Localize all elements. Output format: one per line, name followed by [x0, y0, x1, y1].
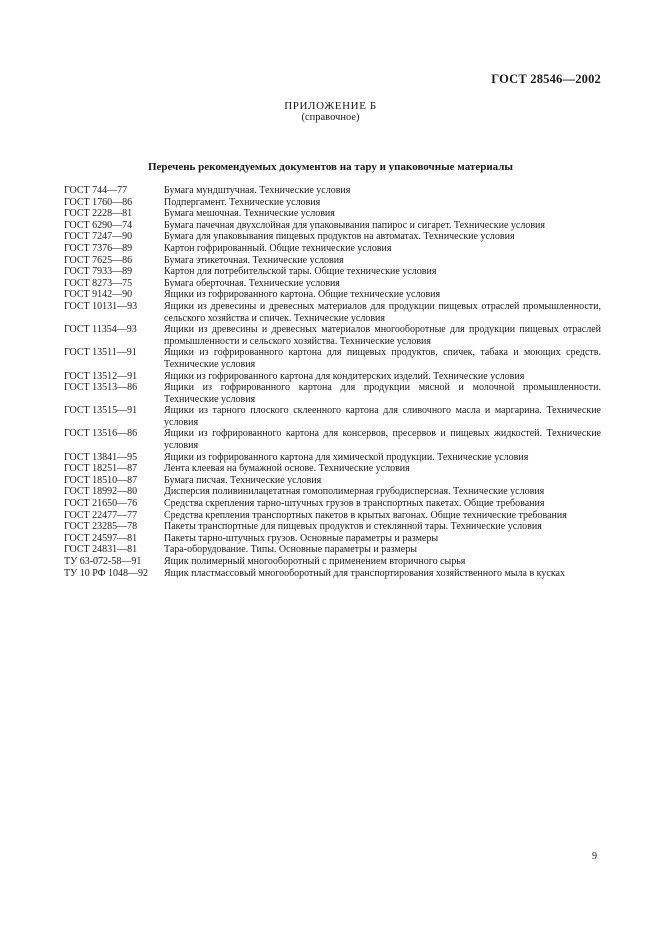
document-list-item [64, 452, 601, 464]
document-list-item [64, 544, 601, 556]
document-title: Подпергамент. Технические условия [164, 196, 321, 208]
document-title: Бумага мешочная. Технические условия [164, 208, 335, 220]
document-code: ГОСТ 21650—76 [64, 498, 138, 510]
document-title: Средства крепления транспортных пакетов в крытых вагонах. Общие технические требования [164, 509, 567, 521]
document-list-item [64, 197, 601, 209]
document-code: ГОСТ 2228—81 [64, 208, 133, 220]
document-list-item [64, 208, 601, 220]
document-code: ГОСТ 7376—89 [64, 242, 133, 254]
document-code: ГОСТ 7933—89 [64, 266, 133, 278]
document-title: Ящики из гофрированного картона для химической продукции. Технические условия [164, 451, 529, 463]
document-list-item [64, 510, 601, 522]
document-list-item [64, 533, 601, 545]
document-code: ГОСТ 9142—90 [64, 289, 133, 301]
document-title: Ящики из гофрированного картона. Общие технические условия [164, 289, 441, 301]
document-list-item [64, 498, 601, 510]
document-code: ГОСТ 24597—81 [64, 532, 138, 544]
document-title: Картон гофрированный. Общие технические условия [164, 242, 392, 254]
document-code: ГОСТ 13512—91 [64, 370, 138, 382]
document-title: Ящик пластмассовый многооборотный для транспортирования хозяйственного мыла в кусках [164, 567, 565, 579]
document-list-item [64, 428, 601, 451]
document-title: Пакеты тарно-штучных грузов. Основные параметры и размеры [164, 532, 439, 544]
document-title: Ящики из гофрированного картона для пищевых продуктов, спичек, табака и моющих средств. Технические условия [164, 347, 601, 370]
document-list-item [64, 255, 601, 267]
document-title: Бумага оберточная. Технические условия [164, 277, 340, 289]
document-list-item [64, 220, 601, 232]
document-code: ГОСТ 24831—81 [64, 544, 138, 556]
document-title: Бумага мундштучная. Технические условия [164, 185, 351, 196]
document-title: Ящики из древесины и древесных материалов для продукции пищевых отраслей промышленности, сельского хозяйства и спичек. Технические условия [164, 300, 601, 324]
document-list-item [64, 231, 601, 243]
document-code: ГОСТ 7247—90 [64, 231, 133, 243]
document-code: ГОСТ 7625—86 [64, 254, 133, 266]
document-list-item [64, 568, 601, 580]
document-code: ТУ 10 РФ 1048—92 [64, 567, 148, 579]
document-list-item [64, 185, 601, 197]
document-title: Дисперсия поливинилацетатная гомополимерная грубодисперсная. Технические условия [164, 486, 545, 498]
document-code: ГОСТ 18510—87 [64, 474, 138, 486]
document-title: Ящики из гофрированного картона для консервов, пресервов и пищевых жидкостей. Технические условия [164, 428, 601, 452]
document-title: Пакеты транспортные для пищевых продуктов и стеклянной тары. Технические условия [164, 521, 542, 533]
document-code: ГОСТ 10131—93 [64, 300, 138, 312]
document-code: ГОСТ 744—77 [64, 185, 128, 196]
document-title: Бумага этикеточная. Технические условия [164, 254, 344, 266]
document-list-item [64, 486, 601, 498]
document-title: Ящики из тарного плоского склеенного картона для сливочного масла и маргарина. Технические условия [164, 405, 601, 428]
document-title: Ящики из древесины и древесных материалов многооборотные для продукции пищевых отраслей промышленности и сельского хозяйства. Технические условия [164, 324, 601, 347]
document-code: ГОСТ 13516—86 [64, 428, 138, 440]
document-code: ГОСТ 13511—91 [64, 347, 137, 359]
document-code: ГОСТ 23285—78 [64, 521, 138, 533]
document-code: ГОСТ 8273—75 [64, 277, 133, 289]
document-list-item [64, 301, 601, 324]
document-list-item [64, 475, 601, 487]
document-title: Тара-оборудование. Типы. Основные параметры и размеры [164, 544, 417, 556]
document-code: ГОСТ 11354—93 [64, 324, 137, 336]
document-code: ГОСТ 22477—77 [64, 509, 138, 521]
page-number: 9 [592, 851, 597, 862]
document-list-item [64, 266, 601, 278]
document-list-item [64, 521, 601, 533]
document-title: Бумага для упаковывания пищевых продуктов на автоматах. Технические условия [164, 231, 515, 243]
list-title: Перечень рекомендуемых документов на тару и упаковочные материалы [147, 161, 514, 173]
document-code: ГОСТ 1760—86 [64, 196, 133, 208]
document-title: Ящики из гофрированного картона для продукции мясной и молочной промышленности. Технические условия [164, 382, 601, 405]
document-title: Ящик полимерный многооборотный с применением вторичного сырья [164, 556, 466, 567]
document-code-header: ГОСТ 28546—2002 [491, 72, 601, 86]
document-list-item [64, 324, 601, 347]
document-list [64, 185, 601, 579]
document-title: Ящики из гофрированного картона для кондитерских изделий. Технические условия [164, 370, 525, 382]
document-code: ГОСТ 13841—95 [64, 451, 138, 463]
document-list-item [64, 347, 601, 370]
appendix-title: ПРИЛОЖЕНИЕ Б [284, 100, 377, 112]
document-code: ТУ 63-072-58—91 [64, 556, 142, 567]
document-title: Бумага пачечная двухслойная для упаковывания папирос и сигарет. Технические условия [164, 219, 545, 231]
document-list-item [64, 371, 601, 383]
document-code: ГОСТ 6290—74 [64, 219, 133, 231]
document-title: Картон для потребительской тары. Общие технические условия [164, 266, 437, 278]
document-code: ГОСТ 13513—86 [64, 382, 138, 394]
document-code: ГОСТ 13515—91 [64, 405, 138, 417]
document-list-item [64, 463, 601, 475]
document-list-item [64, 382, 601, 405]
document-list-item [64, 278, 601, 290]
document-title: Бумага писчая. Технические условия [164, 474, 322, 486]
document-list-item [64, 289, 601, 301]
document-code: ГОСТ 18992—80 [64, 486, 138, 498]
document-title: Средства скрепления тарно-штучных грузов в транспортных пакетах. Общие требования [164, 498, 545, 510]
appendix-subtitle: (справочное) [301, 112, 360, 123]
document-list-item [64, 405, 601, 428]
document-list-item [64, 243, 601, 255]
document-title: Лента клеевая на бумажной основе. Технические условия [164, 463, 410, 475]
document-list-item [64, 556, 601, 568]
document-code: ГОСТ 18251—87 [64, 463, 138, 475]
appendix-heading [0, 100, 661, 124]
